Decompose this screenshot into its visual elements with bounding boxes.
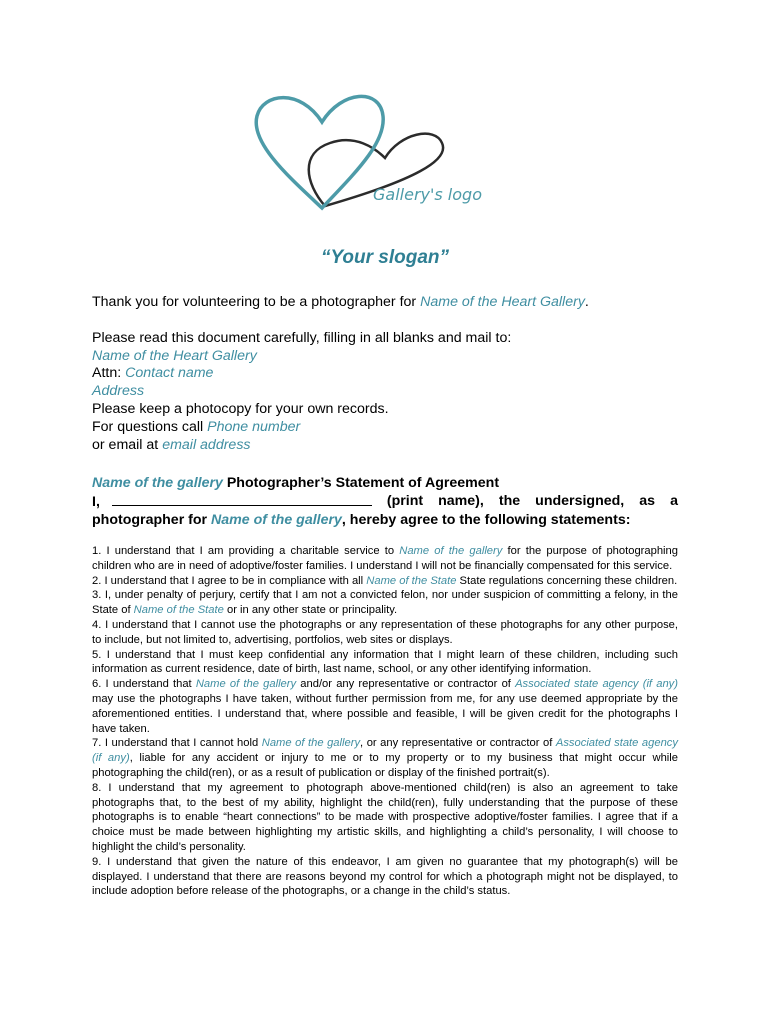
thanks-text: Thank you for volunteering to be a photographer for [92,294,421,310]
item-text: 7. I understand that I cannot hold [92,737,262,750]
the-word: the [498,493,521,509]
statement-heading [92,474,678,529]
item-text: and/or any representative or contractor of [296,678,516,691]
thanks-end: . [584,294,589,310]
read-instruction: Please read this document carefully, filling in all blanks and mail to: [92,329,512,346]
print-name-blank[interactable] [112,492,372,506]
item-text: 1. I understand that I am providing a charitable service to [92,545,400,557]
statement-title-text: Photographer’s Statement of Agreement [222,475,500,491]
mail-gallery-name: Name of the Heart Gallery [92,347,257,364]
statement-item [92,648,678,678]
i-text: I, [92,494,100,510]
placeholder-text: Associated state agency (if any) [92,737,678,765]
print-word: (print [386,493,424,509]
email-line [92,437,682,455]
contact-name-placeholder: Contact name [125,365,214,382]
statement-item [92,677,678,736]
statement-item [92,736,678,780]
address-placeholder: Address [92,383,145,400]
print-name-row [92,492,678,511]
agree-text: , hereby agree to the following statements: [341,512,631,528]
questions-line [92,419,682,437]
agree-line [92,511,678,529]
item-text: or in any other state or principality. [223,604,398,617]
undersigned-word: undersigned, [535,493,625,509]
statement-item [92,588,678,618]
statement-list [92,544,678,899]
item-text: 2. I understand that I agree to be in compliance with all [92,574,367,587]
attn-label: Attn: [92,365,126,382]
questions-label: For questions call [92,418,208,435]
placeholder-text: Name of the State [133,604,224,617]
gallery-name-placeholder: Name of the Heart Gallery [420,294,585,310]
statement-item [92,618,678,648]
thanks-line [92,294,682,312]
statement-item [92,574,678,589]
statement-gallery: Name of the gallery [92,475,223,491]
statement-item [92,855,678,899]
a-word: a [670,493,678,509]
item-text: , or any representative or contractor of [360,737,556,750]
item-text: 8. I understand that my agreement to photograph above-mentioned child(ren) is also an agreement to take photographs that, to the best of my ability, highlight the child(ren), fully understanding that the purpose of these photographs is to enable “heart connections” to be made with prospective adoptive/foster families. I agree that if a choice must be made between highlighting my artistic skills, and highlighting a child’s personality, I will choose to highlight the child’s personality. [92,781,678,853]
item-text: 5. I understand that I must keep confidential any information that I might learn of these children, including such information as current residence, date of birth, last name, school, or any other identifying information. [92,648,678,676]
statement-item [92,781,678,855]
slogan: “Your slogan” [320,247,450,268]
item-text: , liable for any accident or injury to me or to my property or to my business that might occur while photographing the child(ren), or as a result of publication or display of the finished portrait(s). [92,752,678,779]
statement-title [92,474,678,492]
email-placeholder: email address [162,436,251,453]
as-word: as [639,493,656,509]
placeholder-text: Name of the State [366,574,457,587]
agree-gallery: Name of the gallery [211,512,342,528]
item-text: may use the photographs I have taken, without further permission from me, for any use deemed appropriate by the aforementioned entities. I understand that, where possible and feasible, I will be given credit for the photographs I have taken. [92,692,678,735]
i-label [92,492,372,511]
item-text: 6. I understand that [92,678,196,691]
placeholder-text: Name of the gallery [261,737,361,750]
placeholder-text: Name of the gallery [399,545,503,557]
name-word: name), [438,493,484,509]
item-text: State regulations concerning these children. [456,574,678,587]
intro-block [92,294,682,454]
item-text: for the purpose of photographing children who are in need of adoptive/foster families. I understand I will not be financially compensated for this service. [92,545,678,572]
item-text: 4. I understand that I cannot use the photographs or any representation of these photographs for any other purpose, to include, but not limited to, advertising, portfolios, web sites or displays. [92,618,678,646]
item-text: 9. I understand that given the nature of this endeavor, I am given no guarantee that my photograph(s) will be displayed. I understand that there are reasons beyond my control for which a photograph might not be displayed, to include adoption before release of the photographs, or a change in the child’s status. [92,855,678,898]
item-text: 3. I, under penalty of perjury, certify that I am not a convicted felon, nor under suspicion of committing a felony, in the State of [92,589,678,617]
placeholder-text: Name of the gallery [195,678,297,691]
photographer-for: photographer for [92,512,212,528]
attn-line [92,365,682,383]
teal-heart-icon [256,96,383,208]
statement-item [92,544,678,574]
placeholder-text: Associated state agency (if any) [515,678,678,691]
photocopy-note: Please keep a photocopy for your own records. [92,400,389,417]
email-label: or email at [92,436,163,453]
logo-text: Gallery's logo [373,185,482,204]
phone-placeholder: Phone number [207,418,301,435]
